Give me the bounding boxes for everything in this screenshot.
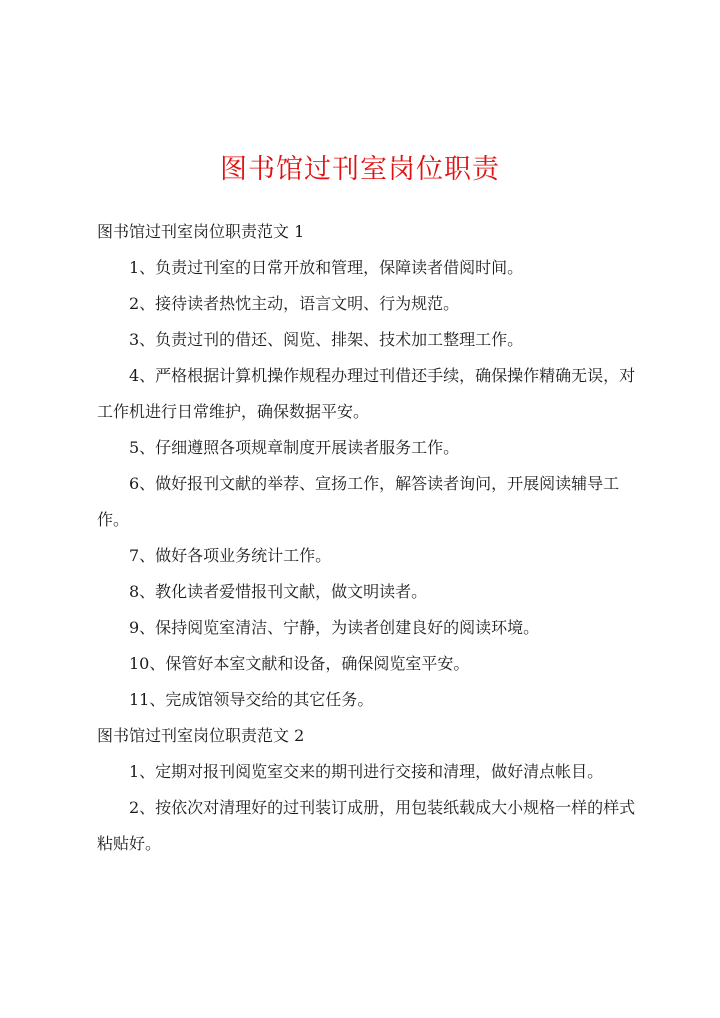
list-item: 6、做好报刊文献的举荐、宣扬工作，解答读者询问，开展阅读辅导工作。 bbox=[97, 474, 620, 529]
list-item: 8、教化读者爱惜报刊文献，做文明读者。 bbox=[129, 582, 428, 601]
list-item: 2、接待读者热忱主动，语言文明、行为规范。 bbox=[129, 294, 460, 313]
section-heading: 图书馆过刊室岗位职责范文 2 bbox=[97, 726, 305, 745]
list-item: 11、完成馆领导交给的其它任务。 bbox=[129, 690, 374, 709]
list-item: 5、仔细遵照各项规章制度开展读者服务工作。 bbox=[129, 438, 460, 457]
list-item: 3、负责过刊的借还、阅览、排架、技术加工整理工作。 bbox=[129, 330, 524, 349]
section-heading: 图书馆过刊室岗位职责范文 1 bbox=[97, 222, 305, 241]
list-item: 10、保管好本室文献和设备，确保阅览室平安。 bbox=[129, 654, 470, 673]
list-item: 9、保持阅览室清洁、宁静，为读者创建良好的阅读环境。 bbox=[129, 618, 540, 637]
list-item: 2、按依次对清理好的过刊装订成册，用包装纸载成大小规格一样的样式粘贴好。 bbox=[97, 798, 636, 853]
document-body bbox=[97, 214, 637, 862]
list-item: 4、严格根据计算机操作规程办理过刊借还手续，确保操作精确无误，对工作机进行日常维护，确保数据平安。 bbox=[97, 366, 636, 421]
document-title: 图书馆过刊室岗位职责 bbox=[220, 154, 500, 185]
list-item: 7、做好各项业务统计工作。 bbox=[129, 546, 332, 565]
list-item: 1、定期对报刊阅览室交来的期刊进行交接和清理，做好清点帐目。 bbox=[129, 762, 604, 781]
list-item: 1、负责过刊室的日常开放和管理，保障读者借阅时间。 bbox=[129, 258, 524, 277]
